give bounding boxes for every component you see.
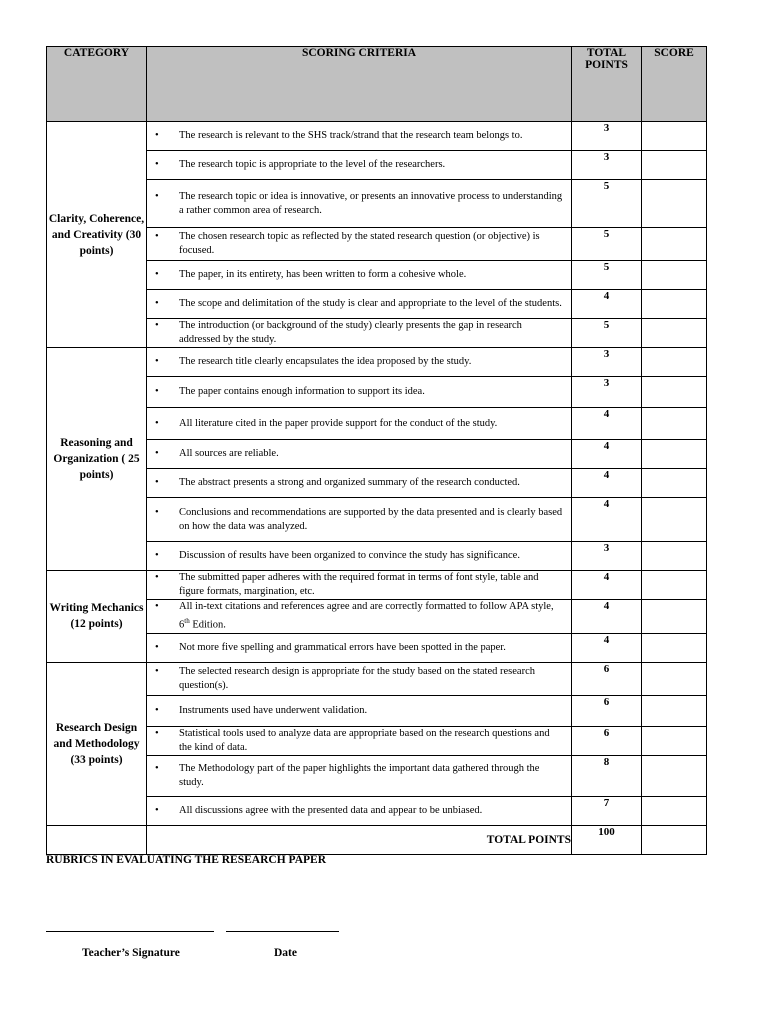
criterion-text: [179, 600, 565, 633]
score-cell[interactable]: [642, 122, 707, 151]
criterion-text: The scope and delimitation of the study is clear and appropriate to the level of the students.: [179, 298, 562, 309]
criterion-text: The research topic is appropriate to the level of the researchers.: [179, 159, 446, 170]
score-cell[interactable]: [642, 662, 707, 695]
score-cell[interactable]: [642, 408, 707, 440]
bullet-icon: •: [155, 804, 159, 816]
criterion-item: [147, 190, 571, 218]
criterion-item: [147, 447, 571, 461]
total-points-cell: 5: [572, 319, 642, 348]
score-cell[interactable]: [642, 290, 707, 319]
total-points-cell: 7: [572, 796, 642, 825]
bullet-icon: •: [155, 130, 159, 141]
criterion-text: The research is relevant to the SHS track/strand that the research team belongs to.: [179, 130, 523, 141]
criterion-row: [47, 662, 707, 695]
total-points-cell: 3: [572, 377, 642, 408]
total-points-cell: 3: [572, 542, 642, 571]
criterion-text: All sources are reliable.: [179, 448, 279, 459]
criterion-cell: [147, 633, 572, 662]
criterion-cell: [147, 261, 572, 290]
score-cell[interactable]: [642, 180, 707, 228]
criterion-cell: [147, 348, 572, 377]
total-points-value: 100: [572, 825, 642, 854]
category-cell: Reasoning and Organization ( 25 points): [47, 348, 147, 571]
total-points-cell: 4: [572, 408, 642, 440]
criterion-item: [147, 158, 571, 172]
bullet-icon: •: [155, 641, 159, 653]
criterion-text: The Methodology part of the paper highlights the important data gathered through the study.: [179, 762, 540, 788]
total-points-cell: 6: [572, 726, 642, 755]
bullet-icon: •: [155, 417, 159, 429]
criterion-cell: [147, 662, 572, 695]
criterion-item: [147, 727, 571, 755]
criterion-item: [147, 506, 571, 534]
criteria-header: SCORING CRITERIA: [147, 47, 572, 122]
criterion-row: [47, 348, 707, 377]
bullet-icon: •: [155, 665, 159, 677]
bullet-icon: •: [155, 550, 159, 561]
score-cell[interactable]: [642, 571, 707, 600]
criterion-text: All discussions agree with the presented data and appear to be unbiased.: [179, 804, 483, 816]
criterion-cell: [147, 542, 572, 571]
criterion-text: Statistical tools used to analyze data are appropriate based on the research questions and the kind of data.: [179, 727, 550, 753]
criterion-cell: [147, 469, 572, 498]
score-cell[interactable]: [642, 151, 707, 180]
criterion-cell: [147, 796, 572, 825]
score-cell[interactable]: [642, 440, 707, 469]
criterion-text: Conclusions and recommendations are supported by the data presented and is clearly based on how the data was analyzed.: [179, 506, 563, 532]
category-cell: Writing Mechanics (12 points): [47, 571, 147, 663]
total-points-cell: 4: [572, 633, 642, 662]
total-points-cell: 6: [572, 662, 642, 695]
bullet-icon: •: [155, 572, 159, 583]
criterion-text: The abstract presents a strong and organized summary of the research conducted.: [179, 477, 520, 488]
total-points-cell: 5: [572, 228, 642, 261]
total-points-label: TOTAL POINTS: [147, 825, 572, 854]
bullet-icon: •: [155, 762, 159, 774]
total-points-cell: 5: [572, 261, 642, 290]
bullet-icon: •: [155, 269, 159, 280]
criterion-cell: [147, 319, 572, 348]
score-header: SCORE: [642, 47, 707, 122]
criterion-text: The research title clearly encapsulates the idea proposed by the study.: [179, 356, 472, 367]
criterion-cell: [147, 440, 572, 469]
criterion-cell: [147, 571, 572, 600]
score-cell[interactable]: [642, 261, 707, 290]
criterion-item: [147, 804, 571, 818]
category-cell: Research Design and Methodology (33 points): [47, 662, 147, 825]
criterion-cell: [147, 180, 572, 228]
score-cell[interactable]: [642, 377, 707, 408]
criterion-cell: [147, 695, 572, 726]
criterion-cell: [147, 122, 572, 151]
criterion-item: [147, 549, 571, 563]
criterion-item: [147, 297, 571, 311]
criterion-item: [147, 355, 571, 369]
bullet-icon: •: [155, 190, 159, 202]
total-points-cell: 3: [572, 348, 642, 377]
criterion-text: The paper, in its entirety, has been written to form a cohesive whole.: [179, 269, 467, 280]
score-cell[interactable]: [642, 695, 707, 726]
score-cell[interactable]: [642, 726, 707, 755]
criterion-row: [47, 122, 707, 151]
criterion-item: [147, 268, 571, 282]
total-points-cell: 5: [572, 180, 642, 228]
bullet-icon: •: [155, 448, 159, 459]
bullet-icon: •: [155, 506, 159, 518]
criterion-text-suffix: Edition.: [189, 619, 226, 631]
date-line: [226, 931, 339, 932]
total-points-cell: 4: [572, 498, 642, 542]
criterion-item: [147, 641, 571, 655]
score-cell[interactable]: [642, 469, 707, 498]
criterion-cell: [147, 755, 572, 796]
total-row: [47, 825, 707, 854]
total-points-cell: 3: [572, 151, 642, 180]
score-cell[interactable]: [642, 498, 707, 542]
total-points-cell: 3: [572, 122, 642, 151]
criterion-row: [47, 571, 707, 600]
total-points-cell: 4: [572, 290, 642, 319]
criterion-item: [147, 476, 571, 490]
score-cell[interactable]: [642, 600, 707, 634]
bullet-icon: •: [155, 159, 159, 170]
bullet-icon: •: [155, 704, 159, 716]
criterion-cell: [147, 228, 572, 261]
rubric-table: [46, 46, 707, 855]
score-cell[interactable]: [642, 348, 707, 377]
criterion-text: All literature cited in the paper provide support for the conduct of the study.: [179, 417, 498, 429]
total-points-header: [572, 47, 642, 122]
category-header: CATEGORY: [47, 47, 147, 122]
criterion-item: [147, 129, 571, 143]
criterion-text: The introduction (or background of the study) clearly presents the gap in research addressed by the study.: [179, 320, 522, 345]
document-title: RUBRICS IN EVALUATING THE RESEARCH PAPER: [46, 854, 326, 866]
score-cell[interactable]: [642, 755, 707, 796]
total-points-cell: 4: [572, 440, 642, 469]
score-cell[interactable]: [642, 542, 707, 571]
criterion-cell: [147, 726, 572, 755]
criterion-item: [147, 385, 571, 399]
category-cell: Clarity, Coherence, and Creativity (30 points): [47, 122, 147, 348]
total-empty-cell: [47, 825, 147, 854]
total-points-cell: 4: [572, 571, 642, 600]
criterion-item: [147, 665, 571, 693]
date-label: Date: [274, 947, 297, 959]
score-cell[interactable]: [642, 633, 707, 662]
total-header-line1: TOTAL: [586, 47, 627, 59]
bullet-icon: •: [155, 477, 159, 488]
criterion-item: [147, 571, 571, 599]
criterion-item: [147, 230, 571, 258]
total-points-cell: 4: [572, 469, 642, 498]
teacher-signature-line: [46, 931, 214, 932]
criterion-text: Discussion of results have been organized to convince the study has significance.: [179, 550, 520, 561]
bullet-icon: •: [155, 231, 159, 242]
criterion-item: [147, 319, 571, 347]
bullet-icon: •: [155, 386, 159, 397]
criterion-text: The selected research design is appropriate for the study based on the stated research question(s).: [179, 665, 535, 691]
total-score-cell[interactable]: [642, 825, 707, 854]
total-points-cell: 4: [572, 600, 642, 634]
criterion-cell: [147, 408, 572, 440]
criterion-item: [147, 600, 571, 633]
score-cell[interactable]: [642, 228, 707, 261]
teacher-signature-label: Teacher’s Signature: [82, 947, 180, 959]
criterion-cell: [147, 151, 572, 180]
criterion-text: The research topic or idea is innovative, or presents an innovative process to understanding a rather common area of research.: [179, 190, 563, 216]
total-points-cell: 8: [572, 755, 642, 796]
criterion-item: [147, 762, 571, 790]
header-row: [47, 47, 707, 122]
criterion-item: [147, 704, 571, 718]
criterion-cell: [147, 600, 572, 634]
criterion-text: Instruments used have underwent validation.: [179, 704, 368, 716]
criterion-cell: [147, 498, 572, 542]
total-header-line2: POINTS: [585, 59, 628, 71]
bullet-icon: •: [155, 320, 159, 331]
criterion-text: Not more five spelling and grammatical errors have been spotted in the paper.: [179, 641, 506, 653]
criterion-item: [147, 417, 571, 431]
criterion-cell: [147, 290, 572, 319]
score-cell[interactable]: [642, 796, 707, 825]
score-cell[interactable]: [642, 319, 707, 348]
criterion-text: The chosen research topic as reflected by the stated research question (or objective) is focused.: [179, 231, 540, 256]
criterion-text: The paper contains enough information to support its idea.: [179, 386, 425, 397]
bullet-icon: •: [155, 298, 159, 309]
bullet-icon: •: [155, 727, 159, 739]
bullet-icon: •: [155, 601, 159, 612]
criterion-text: The submitted paper adheres with the required format in terms of font style, table and figure formats, margination, etc.: [179, 572, 539, 597]
criterion-text-part: All in-text citations and references agree and are correctly formatted to follow APA style, 6: [179, 601, 554, 631]
criterion-superscript: th: [184, 617, 190, 625]
total-points-cell: 6: [572, 695, 642, 726]
criterion-cell: [147, 377, 572, 408]
bullet-icon: •: [155, 356, 159, 367]
